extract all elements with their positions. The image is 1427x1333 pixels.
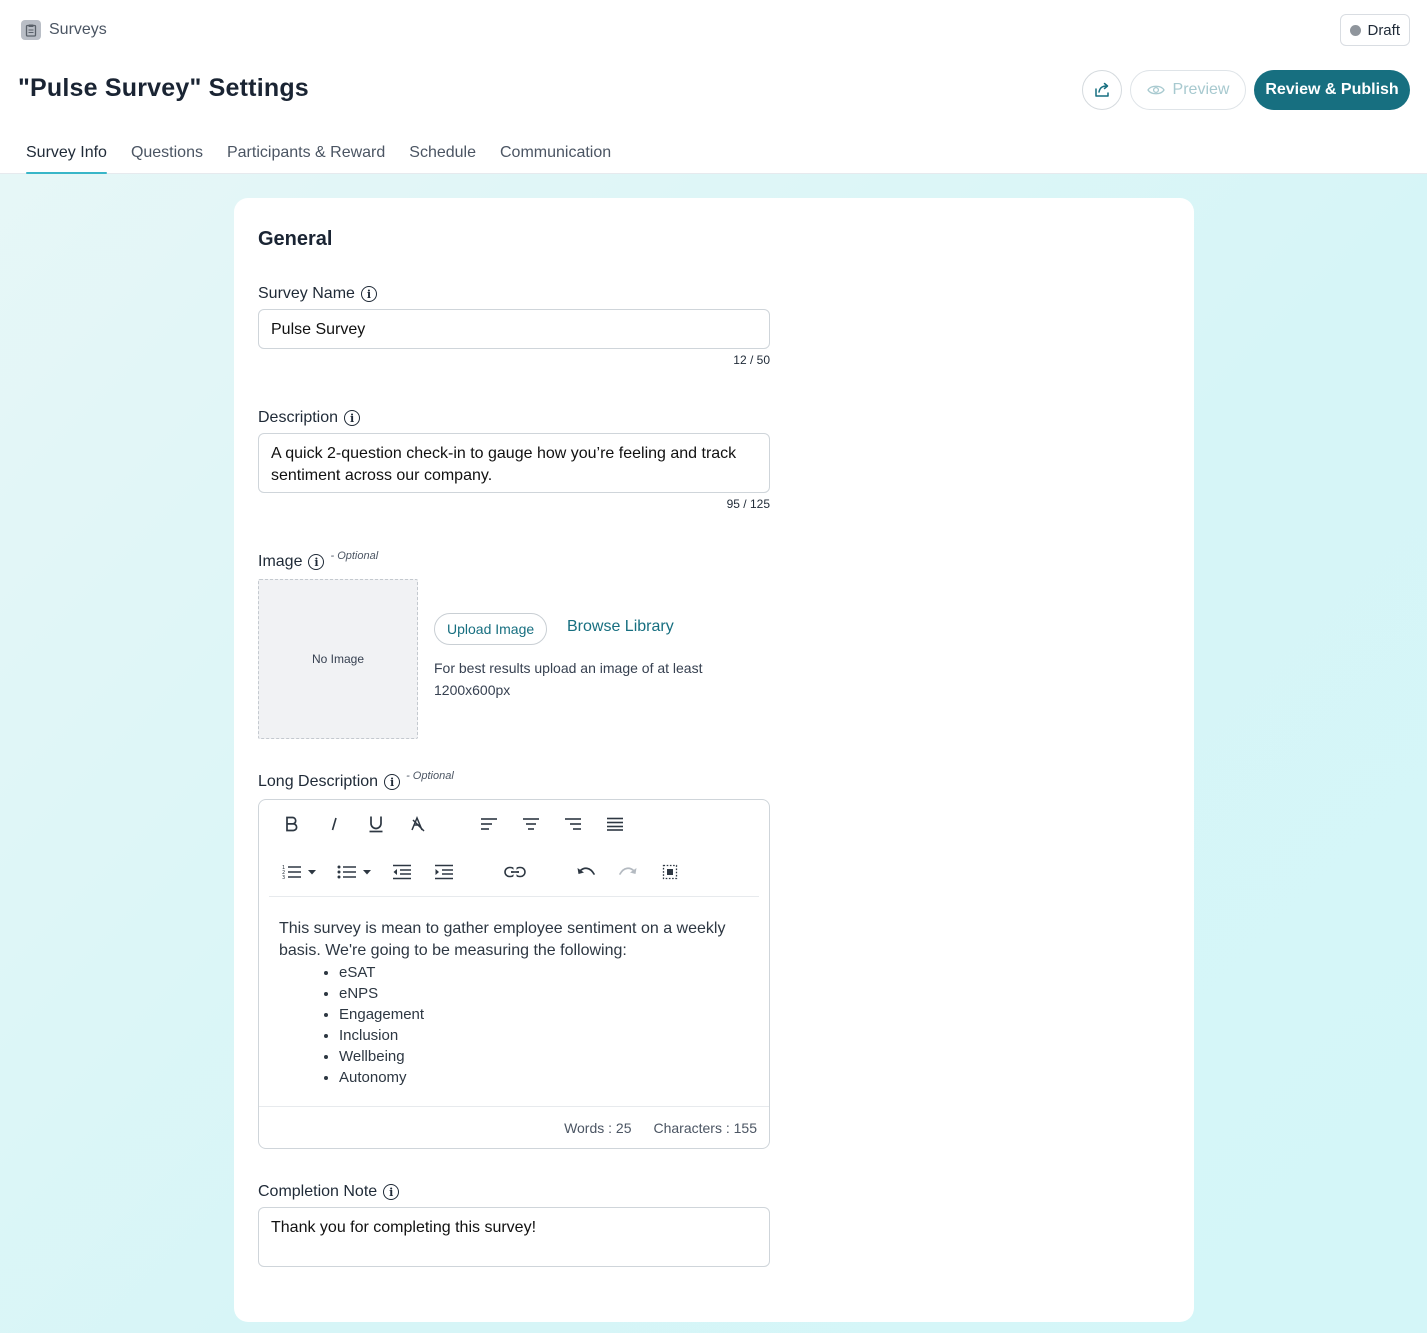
completion-note-input[interactable]: Thank you for completing this survey! bbox=[258, 1207, 770, 1267]
chevron-down-icon[interactable] bbox=[359, 857, 375, 887]
select-all-icon[interactable] bbox=[655, 857, 685, 887]
tab-communication[interactable]: Communication bbox=[500, 144, 612, 161]
info-icon[interactable]: i bbox=[384, 774, 400, 790]
tab-participants-reward[interactable]: Participants & Reward bbox=[226, 144, 386, 161]
section-title: General bbox=[258, 228, 333, 250]
list-item: • Wellbeing bbox=[339, 1046, 749, 1067]
tab-bar bbox=[26, 144, 611, 174]
description-input[interactable]: A quick 2-question check-in to gauge how you’re feeling and track sentiment across our company. bbox=[258, 433, 770, 493]
upload-image-button[interactable]: Upload Image bbox=[434, 613, 547, 645]
no-image-text: No Image bbox=[311, 652, 365, 666]
image-label-text: Image bbox=[258, 553, 303, 570]
toolbar-row-1 bbox=[259, 809, 769, 839]
ordered-list-icon[interactable] bbox=[277, 857, 307, 887]
completion-note-label bbox=[258, 1183, 399, 1201]
description-label bbox=[258, 409, 360, 427]
breadcrumb[interactable] bbox=[21, 20, 107, 40]
toolbar-divider bbox=[269, 896, 759, 897]
align-right-icon[interactable] bbox=[558, 809, 588, 839]
completion-note-label-text: Completion Note bbox=[258, 1183, 378, 1200]
undo-icon[interactable] bbox=[571, 857, 601, 887]
outdent-icon[interactable] bbox=[387, 857, 417, 887]
tab-survey-info[interactable]: Survey Info bbox=[26, 144, 107, 174]
survey-name-label-text: Survey Name bbox=[258, 285, 355, 302]
redo-icon[interactable] bbox=[613, 857, 643, 887]
eye-icon bbox=[1147, 84, 1165, 96]
clear-format-icon[interactable] bbox=[403, 809, 433, 839]
list-item: • eNPS bbox=[339, 983, 749, 1004]
share-button[interactable] bbox=[1082, 70, 1122, 110]
bold-icon[interactable] bbox=[277, 809, 307, 839]
top-bar bbox=[0, 0, 1427, 174]
indent-icon[interactable] bbox=[429, 857, 459, 887]
optional-tag: - Optional bbox=[330, 550, 379, 562]
clipboard-icon bbox=[21, 20, 41, 40]
status-badge bbox=[1340, 14, 1410, 46]
status-label: Draft bbox=[1367, 21, 1400, 39]
browse-library-link[interactable]: Browse Library bbox=[567, 618, 674, 635]
align-justify-icon[interactable] bbox=[600, 809, 630, 839]
svg-text:3: 3 bbox=[282, 875, 286, 880]
info-icon[interactable]: i bbox=[383, 1184, 399, 1200]
survey-name-input[interactable]: Pulse Survey bbox=[258, 309, 770, 349]
general-card bbox=[234, 198, 1194, 1322]
svg-text:2: 2 bbox=[282, 870, 286, 876]
breadcrumb-label[interactable]: Surveys bbox=[49, 21, 107, 38]
list-item: • eSAT bbox=[339, 962, 749, 983]
align-left-icon[interactable] bbox=[474, 809, 504, 839]
info-icon[interactable]: i bbox=[361, 286, 377, 302]
editor-intro-text: This survey is mean to gather employee sentiment on a weekly basis. We're going to be measuring the following: bbox=[279, 920, 726, 959]
long-description-label bbox=[258, 770, 454, 791]
share-icon bbox=[1093, 81, 1111, 99]
description-counter: 95 / 125 bbox=[726, 497, 770, 511]
list-item: • Autonomy bbox=[339, 1067, 749, 1088]
metrics-list bbox=[339, 962, 749, 1088]
image-label bbox=[258, 550, 379, 571]
survey-name-counter: 12 / 50 bbox=[733, 353, 770, 367]
editor-content[interactable] bbox=[279, 918, 749, 1088]
word-count: Words : 25 bbox=[564, 1119, 632, 1136]
underline-icon[interactable] bbox=[361, 809, 391, 839]
long-description-label-text: Long Description bbox=[258, 773, 379, 790]
preview-button[interactable] bbox=[1130, 70, 1246, 110]
status-dot bbox=[1350, 25, 1361, 36]
info-icon[interactable]: i bbox=[308, 554, 324, 570]
chevron-down-icon[interactable] bbox=[304, 857, 320, 887]
rich-text-editor[interactable] bbox=[258, 799, 770, 1149]
svg-text:1: 1 bbox=[282, 865, 286, 871]
italic-icon[interactable] bbox=[319, 809, 349, 839]
list-item: • Inclusion bbox=[339, 1025, 749, 1046]
survey-name-label bbox=[258, 285, 377, 303]
description-label-text: Description bbox=[258, 409, 339, 426]
tab-questions[interactable]: Questions bbox=[130, 144, 203, 161]
editor-status-bar bbox=[259, 1106, 769, 1148]
list-item: • Engagement bbox=[339, 1004, 749, 1025]
page-title: "Pulse Survey" Settings bbox=[18, 74, 309, 102]
optional-tag: - Optional bbox=[406, 770, 454, 782]
image-hint: For best results upload an image of at least 1200x600px bbox=[434, 660, 703, 698]
toolbar-row-2 bbox=[259, 857, 769, 887]
info-icon[interactable]: i bbox=[344, 410, 360, 426]
align-center-icon[interactable] bbox=[516, 809, 546, 839]
tab-schedule[interactable]: Schedule bbox=[409, 144, 476, 161]
review-publish-button[interactable]: Review & Publish bbox=[1254, 70, 1410, 110]
link-icon[interactable] bbox=[500, 857, 530, 887]
unordered-list-icon[interactable] bbox=[332, 857, 362, 887]
image-placeholder[interactable] bbox=[258, 579, 418, 739]
character-count: Characters : 155 bbox=[653, 1119, 757, 1136]
preview-label: Preview bbox=[1172, 81, 1230, 98]
